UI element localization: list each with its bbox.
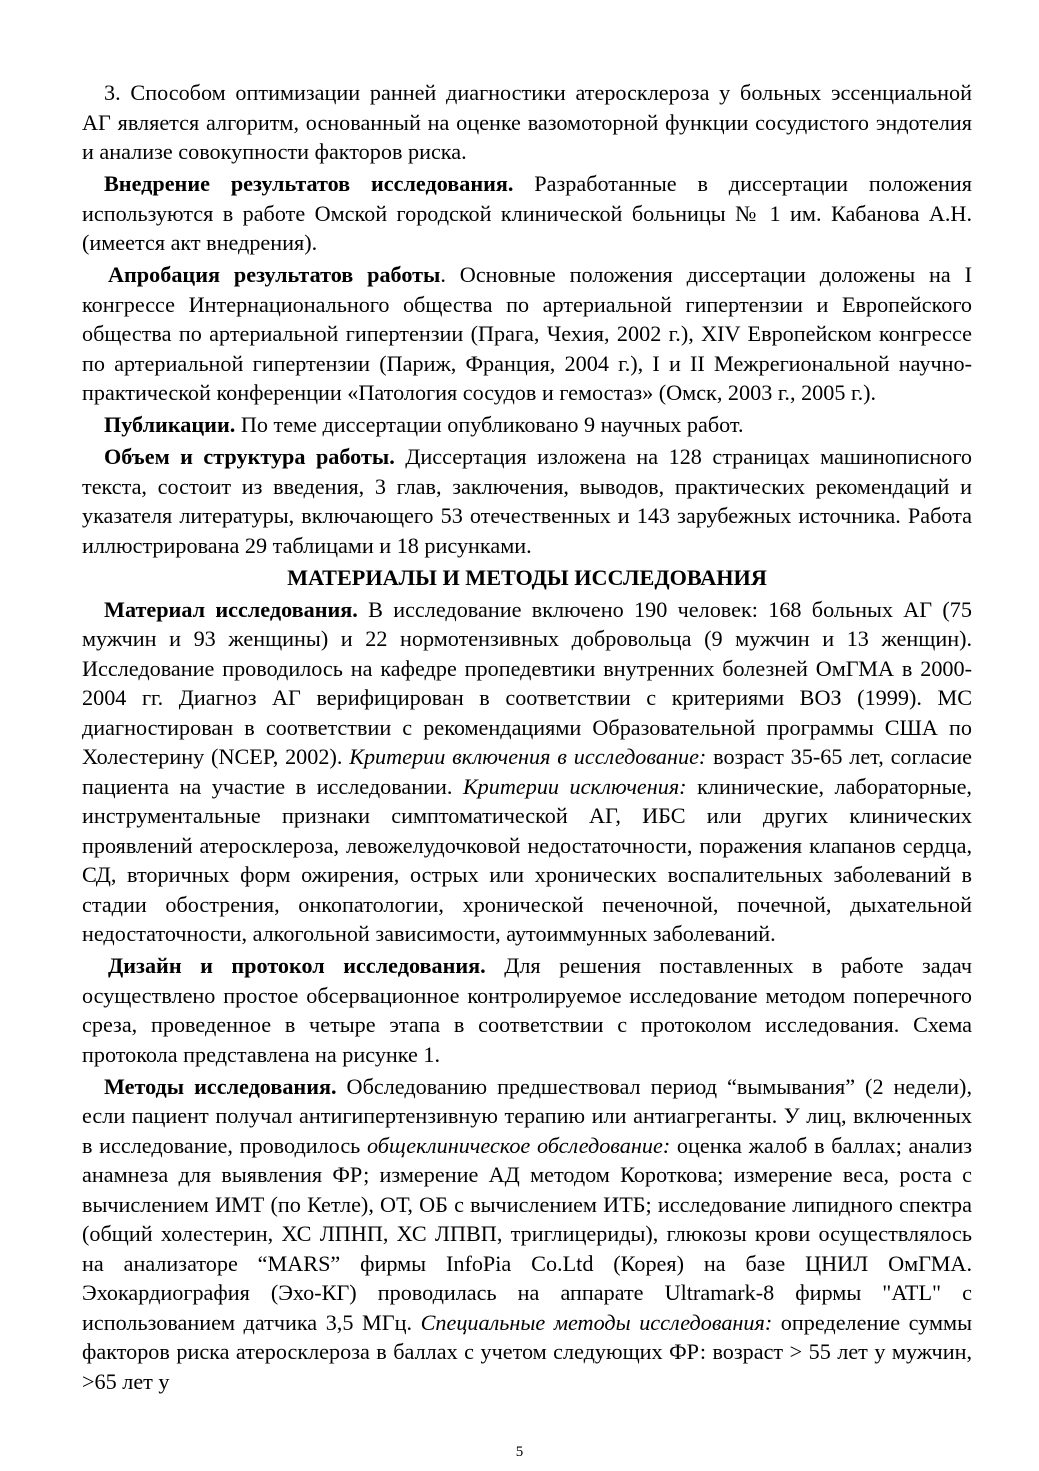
paragraph-title: Дизайн и протокол исследования. xyxy=(108,953,486,978)
paragraph-methods xyxy=(82,1072,972,1397)
italic-term: Критерии исключения: xyxy=(462,773,687,799)
italic-term: общеклиническое обследование: xyxy=(367,1132,671,1158)
paragraph-body: Обследованию предшествовал период “вымывания” (2 недели), если пациент получал антигипертензивную терапию или антиагреганты. У лиц, включенных в исследование, проводилось xyxy=(82,1073,972,1158)
paragraph-title: Публикации. xyxy=(104,412,236,437)
paragraph-approbation xyxy=(82,260,972,408)
section-heading: МАТЕРИАЛЫ И МЕТОДЫ ИССЛЕДОВАНИЯ xyxy=(287,564,767,590)
document-page xyxy=(82,78,972,1396)
paragraph-item-3: 3. Способом оптимизации ранней диагностики атеросклероза у больных эссенциальной АГ является алгоритм, основанный на оценке вазомоторной функции сосудистого эндотелия и анализе совокупности факторов риска. xyxy=(82,80,972,164)
paragraph-body: . Основные положения диссертации доложены на I конгрессе Интернационального общества по артериальной гипертензии и Европейского общества по артериальной гипертензии (Прага, Чехия, 2002 г.), XIV Европейском конгрессе по артериальной гипертензии (Париж, Франция, 2004 г.), I и II Межрегиональной научно-практической конференции «Патология сосудов и гемостаз» (Омск, 2003 г., 2005 г.). xyxy=(82,262,973,405)
paragraph-body: Для решения поставленных в работе задач осуществлено простое обсервационное контролируемое исследование методом поперечного среза, проведенное в четыре этапа в соответствии с протоколом исследования. Схема протокола представлена на рисунке 1. xyxy=(82,953,972,1067)
paragraph-title: Объем и структура работы. xyxy=(104,444,395,469)
paragraph-structure xyxy=(82,442,972,560)
paragraph-body: клинические, лабораторные, инструментальные признаки симптоматической АГ, ИБС или других клинических проявлений атеросклероза, левожелудочковой недостаточности, поражения клапанов сердца, СД, вторичных форм ожирения, острых или хронических воспалительных заболеваний в стадии обострения, онкопатологии, хронической печеночной, почечной, дыхательной недостаточности, алкогольной зависимости, аутоиммунных заболеваний. xyxy=(82,773,972,946)
paragraph-body: Разработанные в диссертации положения используются в работе Омской городской клинической больницы № 1 им. Кабанова А.Н. (имеется акт внедрения). xyxy=(82,171,972,255)
paragraph-body: возраст 35-65 лет, согласие пациента на участие в исследовании. xyxy=(82,744,972,799)
paragraph-title: Материал исследования. xyxy=(104,596,358,622)
paragraph-body: Диссертация изложена на 128 страницах машинописного текста, состоит из введения, 3 глав, заключения, выводов, практических рекомендаций и указателя литературы, включающего 53 отечественных и 143 зарубежных источника. Работа иллюстрирована 29 таблицами и 18 рисунками. xyxy=(82,444,972,558)
paragraph-material xyxy=(82,595,972,949)
paragraph-body: В исследование включено 190 человек: 168 больных АГ (75 мужчин и 93 женщины) и 22 нормотензивных добровольца (9 мужчин и 13 женщин). Исследование проводилось на кафедре пропедевтики внутренних болезней ОмГМА в 2000-2004 гг. Диагноз АГ верифицирован в соответствии с критериями ВОЗ (1999). МС диагностирован в соответствии с рекомендациями Образовательной программы США по Холестерину (NCEP, 2002). xyxy=(82,596,972,769)
paragraph-publications xyxy=(82,410,972,440)
page-number: 5 xyxy=(515,1444,524,1460)
paragraph-title: Внедрение результатов исследования. xyxy=(104,171,514,196)
paragraph-body: По теме диссертации опубликовано 9 научных работ. xyxy=(235,412,744,437)
paragraph-body: оценка жалоб в баллах; анализ анамнеза для выявления ФР; измерение АД методом Короткова; измерение веса, роста с вычислением ИМТ (по Кетле), ОТ, ОБ с вычислением ИТБ; исследование липидного спектра (общий холестерин, ХС ЛПНП, ХС ЛПВП, триглицериды), глюкозы крови осуществлялось на анализаторе “MARS” фирмы InfoPia Co.Ltd (Корея) на базе ЦНИЛ ОмГМА. Эхокардиография (Эхо-КГ) проводилась на аппарате Ultramark-8 фирмы "ATL" с использованием датчика 3,5 МГц. xyxy=(82,1132,973,1335)
italic-term: Критерии включения в исследование: xyxy=(349,744,707,769)
italic-term: Специальные методы исследования: xyxy=(420,1309,773,1335)
paragraph-title: Методы исследования. xyxy=(104,1073,337,1099)
paragraph-title: Апробация результатов работы xyxy=(108,262,441,287)
paragraph-design xyxy=(82,951,972,1069)
paragraph-body: определение суммы факторов риска атеросклероза в баллах с учетом следующих ФР: возраст > 55 лет у мужчин, >65 лет у xyxy=(82,1309,972,1394)
paragraph-implementation xyxy=(82,169,972,258)
